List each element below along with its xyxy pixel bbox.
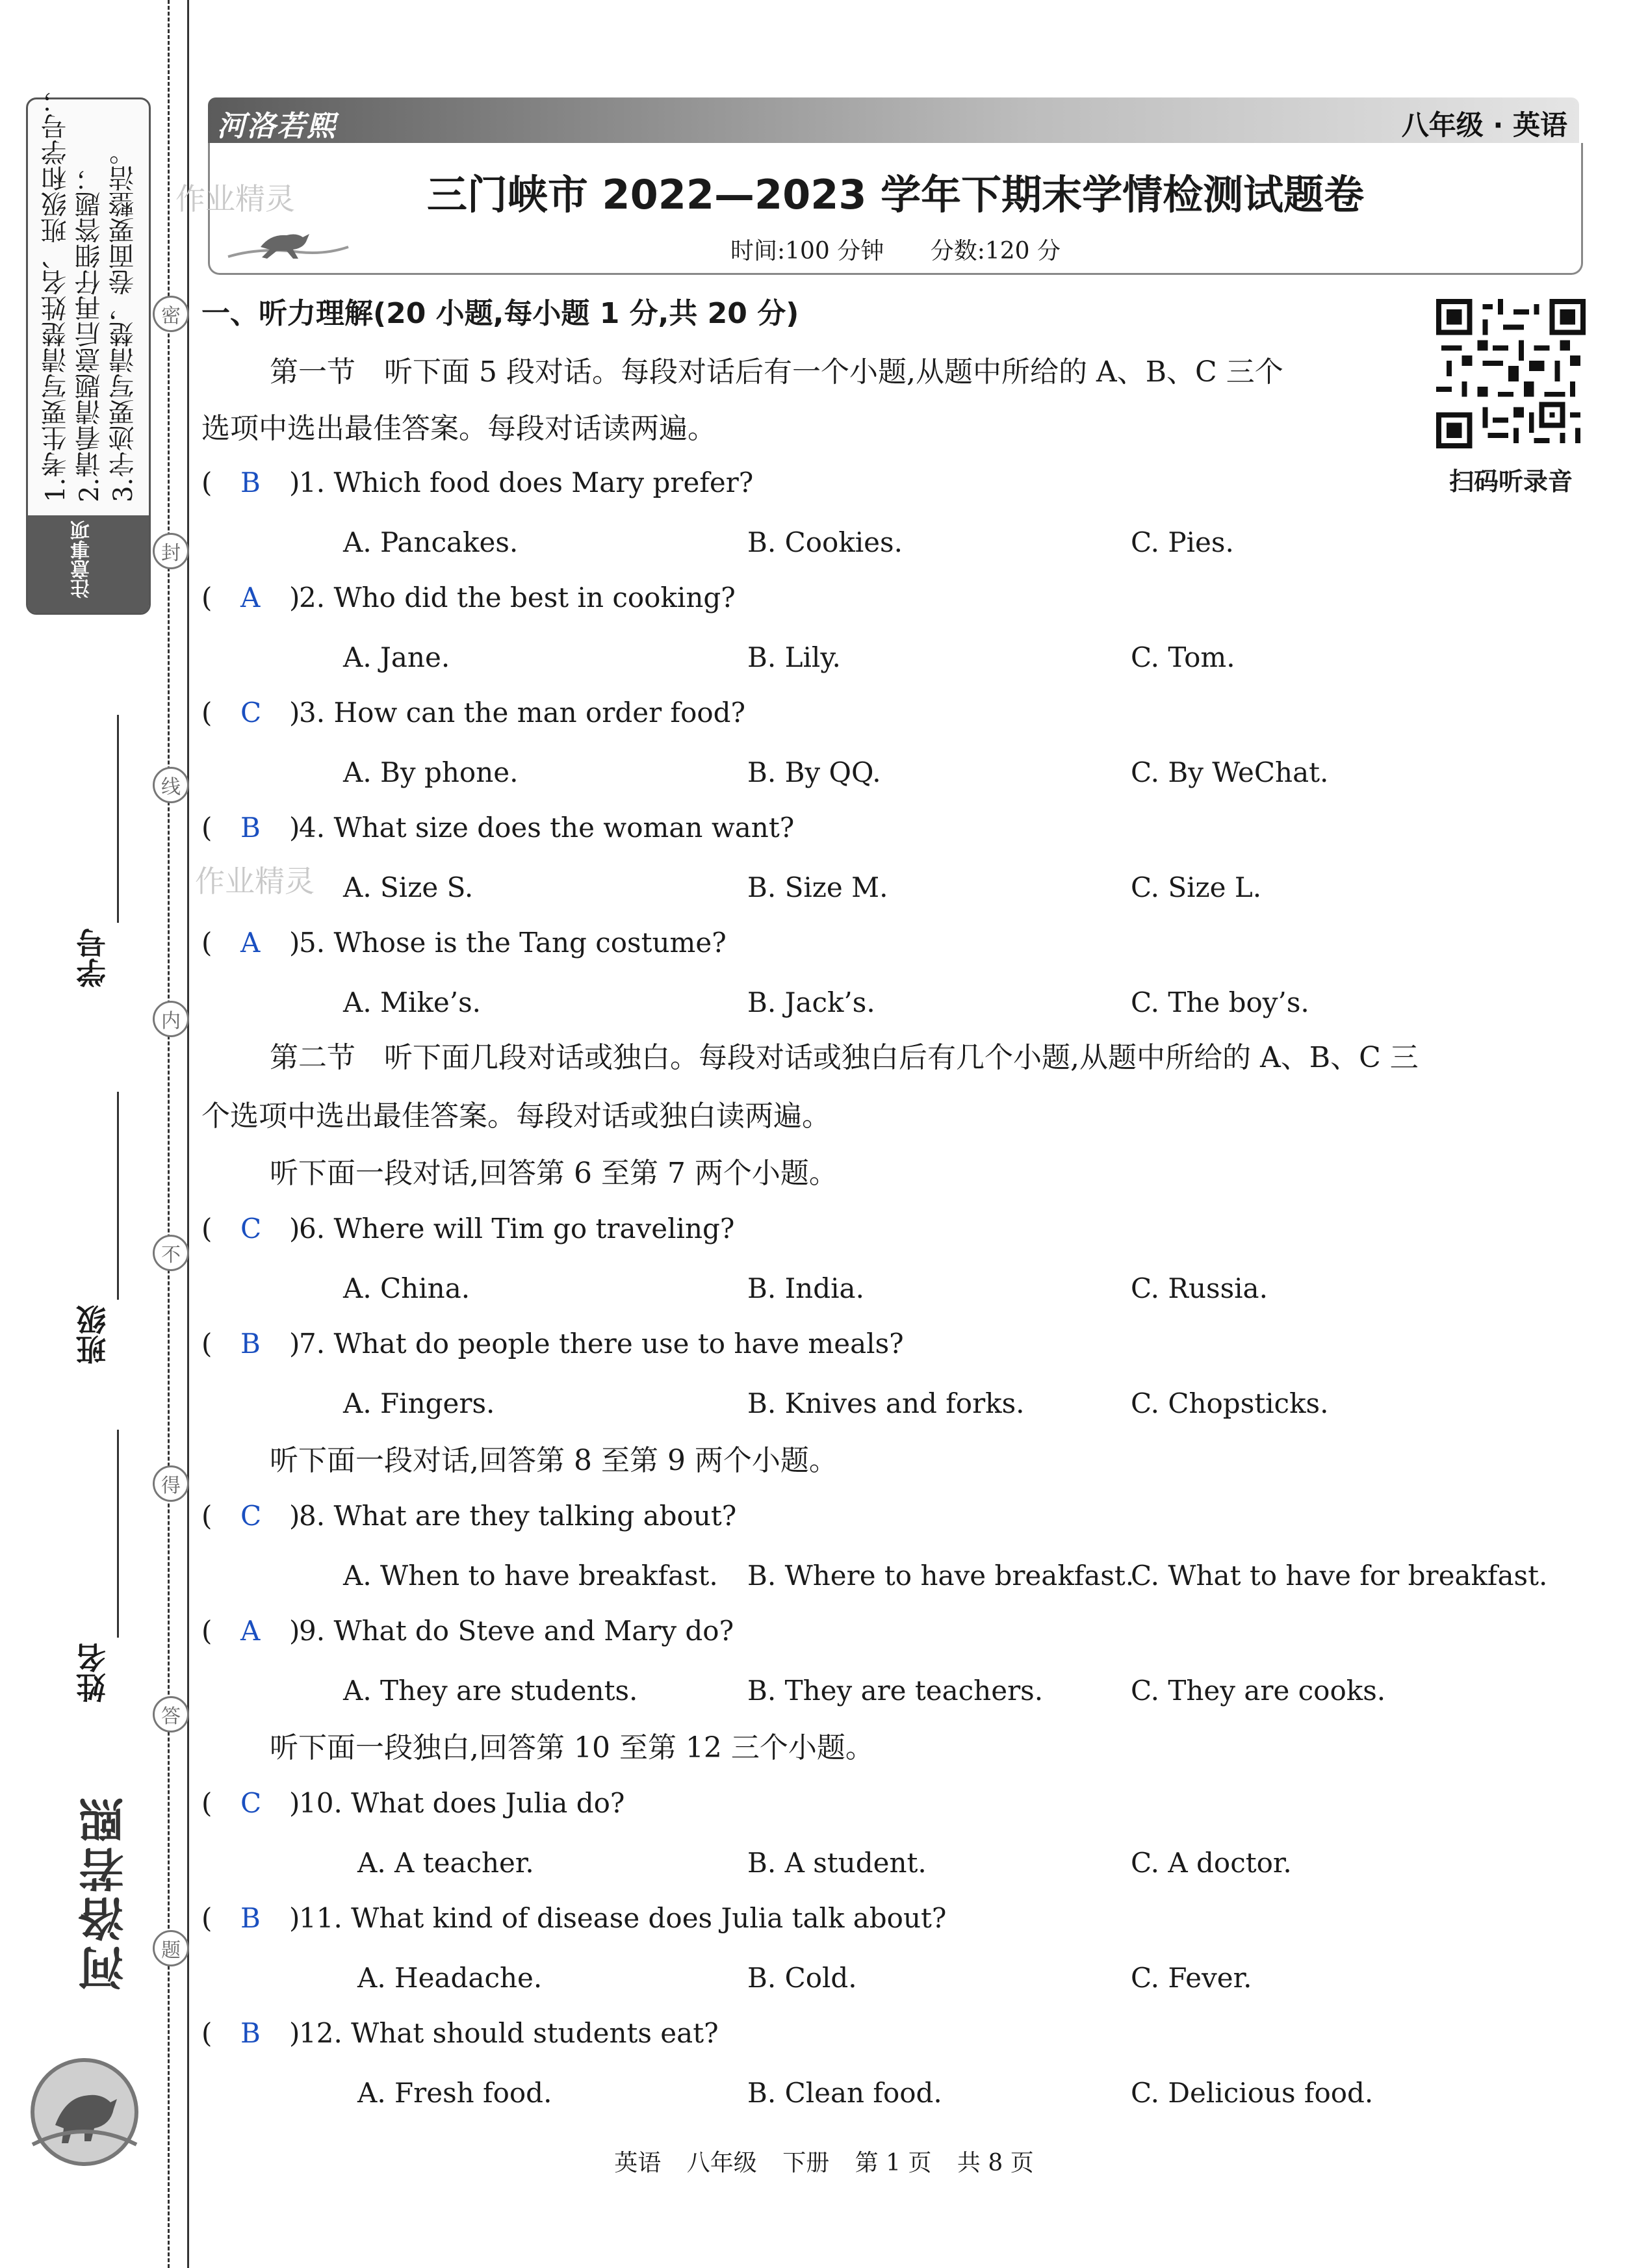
option-a: A. Fresh food. — [357, 2077, 552, 2109]
option-b: B. Jack’s. — [747, 986, 875, 1018]
answer-mark[interactable]: C — [240, 697, 262, 728]
question-number: 10. — [299, 1787, 342, 1819]
exam-title: 三门峡市 2022—2023 学年下期末学情检测试题卷 — [426, 171, 1365, 218]
answer-mark[interactable]: C — [240, 1500, 262, 1532]
seal-char-xian: 线 — [153, 767, 189, 803]
question-text: What kind of disease does Julia talk about? — [351, 1902, 947, 1934]
answer-paren-close: ) — [289, 467, 300, 498]
option-c: C. Size L. — [1131, 871, 1262, 903]
answer-paren-open: ( — [201, 467, 212, 498]
page-footer — [0, 2145, 1648, 2178]
footer-volume: 下册 — [782, 2150, 830, 2176]
answer-paren-open: ( — [201, 582, 212, 613]
part2-instructions-line2: 个选项中选出最佳答案。每段对话或独白读两遍。 — [201, 1100, 830, 1133]
question-number: 2. — [299, 582, 326, 613]
qr-caption: 扫码听录音 — [1448, 467, 1573, 496]
question-stem — [299, 1324, 904, 1363]
answer-mark[interactable]: B — [240, 467, 261, 498]
notice-box — [26, 87, 151, 615]
option-a: A. Jane. — [343, 641, 450, 673]
option-b: B. Clean food. — [747, 2077, 942, 2109]
option-c: C. Chopsticks. — [1131, 1387, 1329, 1419]
seal-char-feng: 封 — [153, 533, 189, 569]
answer-paren-close: ) — [289, 582, 300, 613]
question-number: 8. — [299, 1500, 326, 1532]
watermark: 作业精灵 — [175, 181, 295, 216]
option-a: A. China. — [343, 1272, 470, 1304]
notice-line-2: 2.请看清题意后再仔细答题； — [75, 165, 105, 502]
part2-instructions-line1: 第二节 听下面几段对话或独白。每段对话或独白后有几个小题,从题中所给的 A、B、C 三 — [270, 1041, 1419, 1074]
question-number: 7. — [299, 1328, 326, 1360]
qr-code-icon[interactable] — [1436, 299, 1586, 448]
answer-mark[interactable]: C — [240, 1787, 262, 1819]
question-text: What should students eat? — [351, 2017, 719, 2049]
margin-rule — [187, 0, 189, 2268]
answer-mark[interactable]: C — [240, 1213, 262, 1244]
question-text: Which food does Mary prefer? — [333, 467, 754, 498]
seal-char-ti: 题 — [153, 1930, 189, 1966]
answer-paren-open: ( — [201, 2017, 212, 2049]
option-a: A. They are students. — [343, 1675, 638, 1707]
option-b: B. Lily. — [747, 641, 841, 673]
option-b: B. By QQ. — [747, 756, 881, 788]
answer-paren-close: ) — [289, 1213, 300, 1244]
option-a: A. Pancakes. — [343, 526, 519, 558]
question-number: 3. — [299, 697, 326, 728]
question-text: How can the man order food? — [333, 697, 746, 728]
option-b: B. Size M. — [747, 871, 888, 903]
answer-paren-close: ) — [289, 1500, 300, 1532]
answer-mark[interactable]: B — [240, 812, 261, 844]
side-logo: 河洛若熙 — [78, 1794, 131, 1991]
notice-line-3: 3.字迹要写清楚，卷面要整洁。 — [109, 139, 138, 502]
cut-line — [168, 0, 170, 2268]
answer-paren-close: ) — [289, 927, 300, 959]
question-text: Where will Tim go traveling? — [333, 1213, 735, 1244]
footer-total: 共 8 页 — [957, 2150, 1034, 2176]
intro-q6-7: 听下面一段对话,回答第 6 至第 7 两个小题。 — [270, 1157, 838, 1190]
seal-char-mi: 密 — [153, 296, 189, 332]
question-text: What are they talking about? — [333, 1500, 737, 1532]
option-a: A. When to have breakfast. — [343, 1560, 718, 1591]
option-c: C. What to have for breakfast. — [1131, 1560, 1548, 1591]
answer-paren-open: ( — [201, 927, 212, 959]
seal-char-de: 得 — [153, 1465, 189, 1502]
option-a: A. Headache. — [357, 1962, 543, 1994]
question-stem — [299, 2014, 719, 2053]
brand-logo: 河洛若熙 — [217, 110, 337, 143]
option-b: B. Cookies. — [747, 526, 903, 558]
footer-subject: 英语 — [614, 2150, 662, 2176]
question-stem — [299, 578, 736, 617]
notice-tag-label: 注意事项 — [71, 521, 94, 599]
question-stem — [299, 1784, 624, 1823]
header-box — [208, 143, 1583, 275]
option-b: B. A student. — [747, 1847, 927, 1879]
header-band — [208, 97, 1579, 143]
option-c: C. Russia. — [1131, 1272, 1268, 1304]
answer-paren-close: ) — [289, 1328, 300, 1360]
name-field[interactable] — [52, 1430, 130, 1703]
option-b: B. Where to have breakfast. — [747, 1560, 1135, 1591]
answer-paren-open: ( — [201, 697, 212, 728]
question-number: 12. — [299, 2017, 342, 2049]
question-number: 4. — [299, 812, 326, 844]
question-stem — [299, 1899, 946, 1938]
question-stem — [299, 693, 745, 732]
question-stem — [299, 463, 753, 502]
student-id-field[interactable] — [52, 715, 130, 988]
part1-instructions-line2: 选项中选出最佳答案。每段对话读两遍。 — [201, 412, 716, 445]
answer-paren-open: ( — [201, 1213, 212, 1244]
option-c: C. They are cooks. — [1131, 1675, 1386, 1707]
option-c: C. Tom. — [1131, 641, 1235, 673]
answer-paren-open: ( — [201, 1615, 212, 1647]
footer-grade: 八年级 — [686, 2150, 757, 2176]
question-stem — [299, 1497, 736, 1536]
question-stem — [299, 1612, 734, 1651]
option-a: A. Size S. — [343, 871, 474, 903]
intro-q10-12: 听下面一段独白,回答第 10 至第 12 三个小题。 — [270, 1731, 874, 1764]
option-a: A. Mike’s. — [343, 986, 482, 1018]
question-number: 5. — [299, 927, 326, 959]
question-stem — [299, 1209, 734, 1248]
answer-mark[interactable]: A — [240, 927, 261, 959]
option-a: A. By phone. — [343, 756, 519, 788]
question-text: What size does the woman want? — [333, 812, 795, 844]
question-number: 1. — [299, 467, 326, 498]
seal-char-nei: 内 — [153, 1001, 189, 1037]
answer-paren-open: ( — [201, 1328, 212, 1360]
class-label: 班级 — [75, 1305, 110, 1365]
answer-mark[interactable]: B — [240, 1902, 261, 1934]
student-id-label: 学号 — [75, 928, 110, 988]
question-text: What does Julia do? — [351, 1787, 625, 1819]
option-c: C. The boy’s. — [1131, 986, 1309, 1018]
class-field[interactable] — [52, 1092, 130, 1365]
option-b: B. They are teachers. — [747, 1675, 1044, 1707]
notice-line-1: 1.考生要写清楚姓名、班级和学号； — [41, 87, 71, 502]
section-heading: 一、听力理解(20 小题,每小题 1 分,共 20 分) — [201, 297, 799, 330]
exam-meta — [210, 233, 1581, 266]
question-text: What do Steve and Mary do? — [333, 1615, 734, 1647]
intro-q8-9: 听下面一段对话,回答第 8 至第 9 两个小题。 — [270, 1444, 838, 1477]
notice-tag — [28, 515, 149, 613]
option-c: C. Pies. — [1131, 526, 1234, 558]
name-line — [117, 1430, 119, 1638]
answer-paren-open: ( — [201, 1902, 212, 1934]
option-b: B. Cold. — [747, 1962, 857, 1994]
answer-mark[interactable]: B — [240, 1328, 261, 1360]
exam-score: 分数:120 分 — [930, 238, 1061, 264]
question-text: What do people there use to have meals? — [333, 1328, 904, 1360]
option-c: C. A doctor. — [1131, 1847, 1292, 1879]
answer-mark[interactable]: A — [240, 582, 261, 613]
footer-page: 第 1 页 — [855, 2150, 932, 2176]
answer-mark[interactable]: B — [240, 2017, 261, 2049]
watermark: 作业精灵 — [195, 864, 315, 899]
answer-paren-close: ) — [289, 1615, 300, 1647]
student-id-line — [117, 715, 119, 923]
answer-paren-open: ( — [201, 812, 212, 844]
option-b: B. Knives and forks. — [747, 1387, 1025, 1419]
question-stem — [299, 923, 727, 962]
answer-paren-close: ) — [289, 1787, 300, 1819]
question-number: 6. — [299, 1213, 326, 1244]
answer-paren-close: ) — [289, 697, 300, 728]
answer-mark[interactable]: A — [240, 1615, 261, 1647]
seal-char-bu: 不 — [153, 1235, 189, 1271]
grade-subject-tag: 八年级 · 英语 — [1401, 109, 1567, 141]
part1-instructions-line1: 第一节 听下面 5 段对话。每段对话后有一个小题,从题中所给的 A、B、C 三个 — [270, 355, 1283, 389]
option-b: B. India. — [747, 1272, 864, 1304]
answer-paren-close: ) — [289, 1902, 300, 1934]
seal-char-da: 答 — [153, 1696, 189, 1733]
question-text: Whose is the Tang costume? — [333, 927, 727, 959]
answer-paren-close: ) — [289, 2017, 300, 2049]
binding-margin — [0, 0, 195, 2268]
question-number: 11. — [299, 1902, 342, 1934]
option-c: C. Fever. — [1131, 1962, 1252, 1994]
question-text: Who did the best in cooking? — [333, 582, 736, 613]
answer-paren-close: ) — [289, 812, 300, 844]
option-a: A. Fingers. — [343, 1387, 495, 1419]
answer-paren-open: ( — [201, 1787, 212, 1819]
option-c: C. By WeChat. — [1131, 756, 1329, 788]
option-a: A. A teacher. — [357, 1847, 534, 1879]
name-label: 姓名 — [75, 1643, 110, 1703]
question-stem — [299, 808, 794, 847]
class-line — [117, 1092, 119, 1300]
question-number: 9. — [299, 1615, 326, 1647]
answer-paren-open: ( — [201, 1500, 212, 1532]
option-c: C. Delicious food. — [1131, 2077, 1374, 2109]
exam-time: 时间:100 分钟 — [730, 238, 884, 264]
